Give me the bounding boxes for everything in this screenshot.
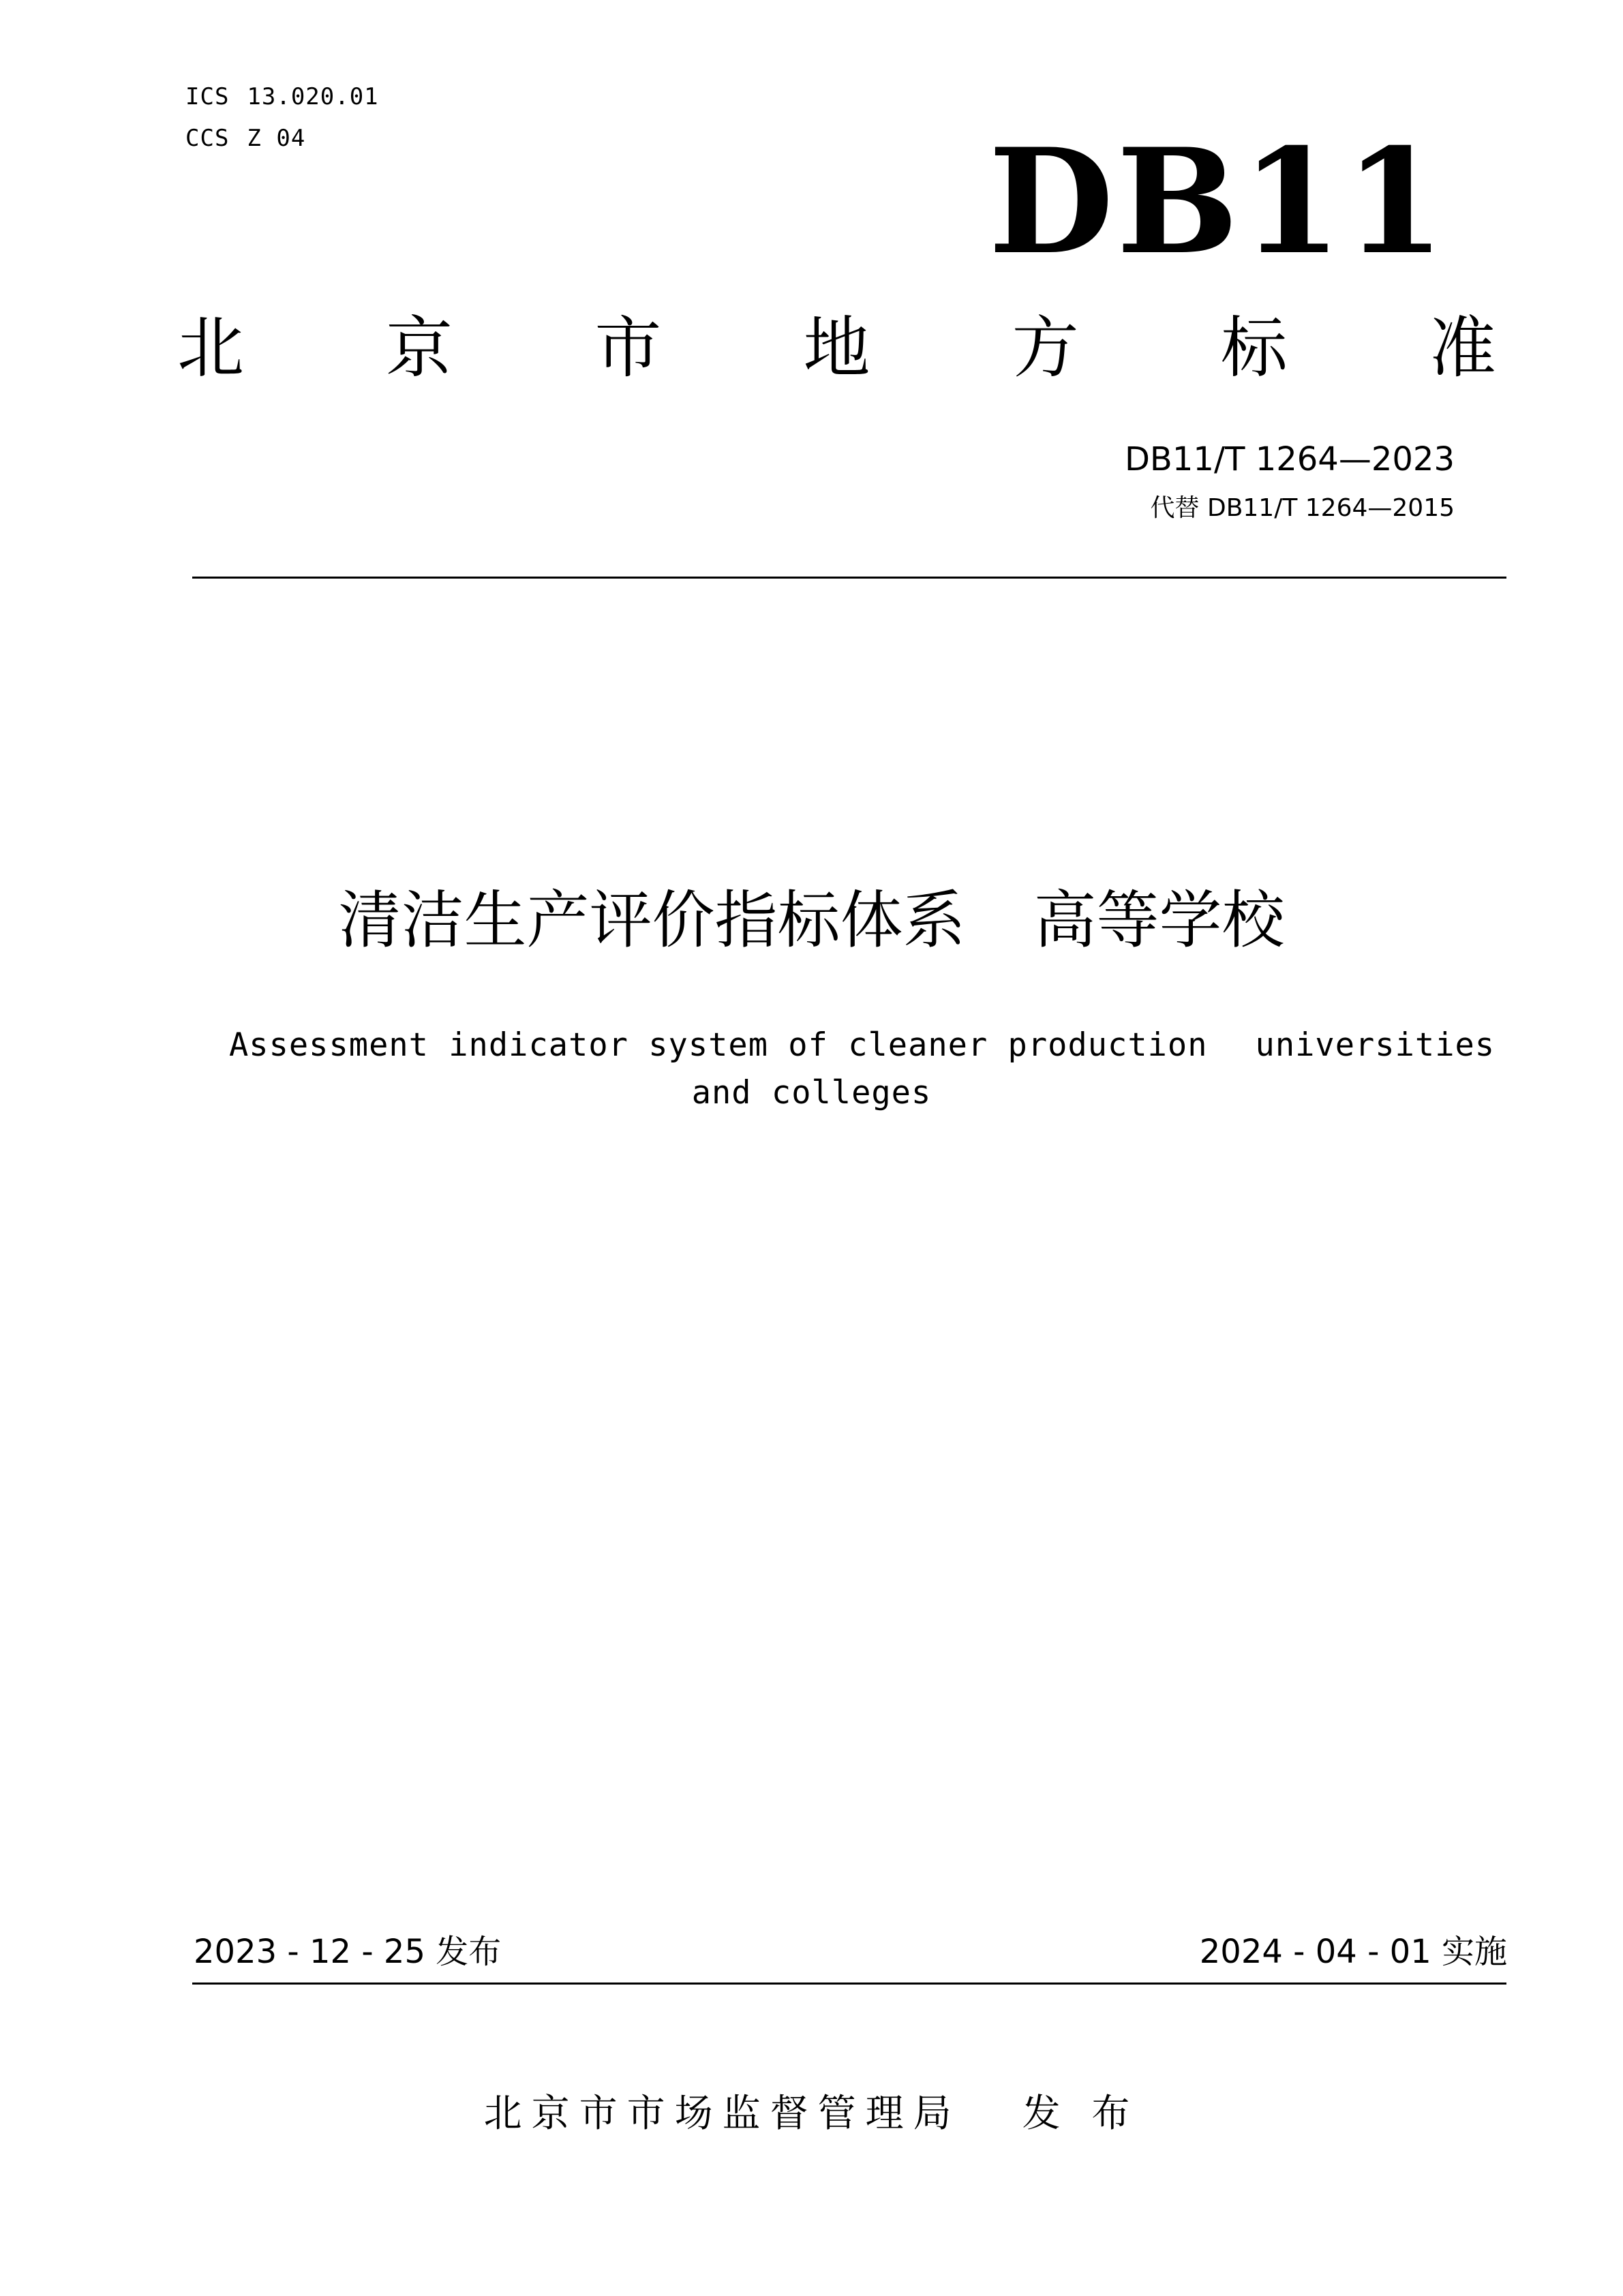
chinese-title <box>0 884 1623 957</box>
standard-type-char: 北 <box>177 309 245 387</box>
footer-divider <box>192 1983 1506 1985</box>
english-title-line1 <box>229 1026 1496 1064</box>
standard-type-char: 标 <box>1220 309 1288 387</box>
chinese-title-sub: 高等学校 <box>1033 884 1285 957</box>
standard-type-char: 市 <box>594 309 662 387</box>
ics-label: ICS <box>185 83 230 110</box>
standard-type-char: 方 <box>1012 309 1079 387</box>
implementation-date: 2024 - 04 - 01 实施 <box>1199 1933 1507 1971</box>
ccs-label: CCS <box>185 125 230 152</box>
standard-type-char: 京 <box>386 309 453 387</box>
english-title-main: Assessment indicator system of cleaner production <box>229 1026 1208 1064</box>
standard-type-char: 准 <box>1429 309 1496 387</box>
replaces-standard: 代替 DB11/T 1264—2015 <box>1150 494 1455 522</box>
issue-date: 2023 - 12 - 25 发布 <box>194 1933 502 1971</box>
english-title-sub-part1: universities <box>1255 1026 1496 1064</box>
ccs-code-line <box>185 127 305 150</box>
standard-type-title <box>177 309 1496 387</box>
publisher-line <box>0 2092 1623 2136</box>
header-divider <box>192 577 1506 579</box>
standard-type-char: 地 <box>803 309 870 387</box>
standard-number: DB11/T 1264—2023 <box>1124 440 1455 478</box>
publisher-action: 发 布 <box>1022 2092 1140 2136</box>
publisher-name: 北京市市场监督管理局 <box>483 2092 961 2136</box>
chinese-title-main: 清洁生产评价指标体系 <box>338 884 966 957</box>
db11-logo: DB11 <box>988 117 1448 286</box>
english-title-line2: and colleges <box>691 1074 932 1112</box>
ics-code: 13.020.01 <box>247 83 379 110</box>
ccs-code: Z 04 <box>247 125 306 152</box>
ics-code-line <box>185 85 379 108</box>
